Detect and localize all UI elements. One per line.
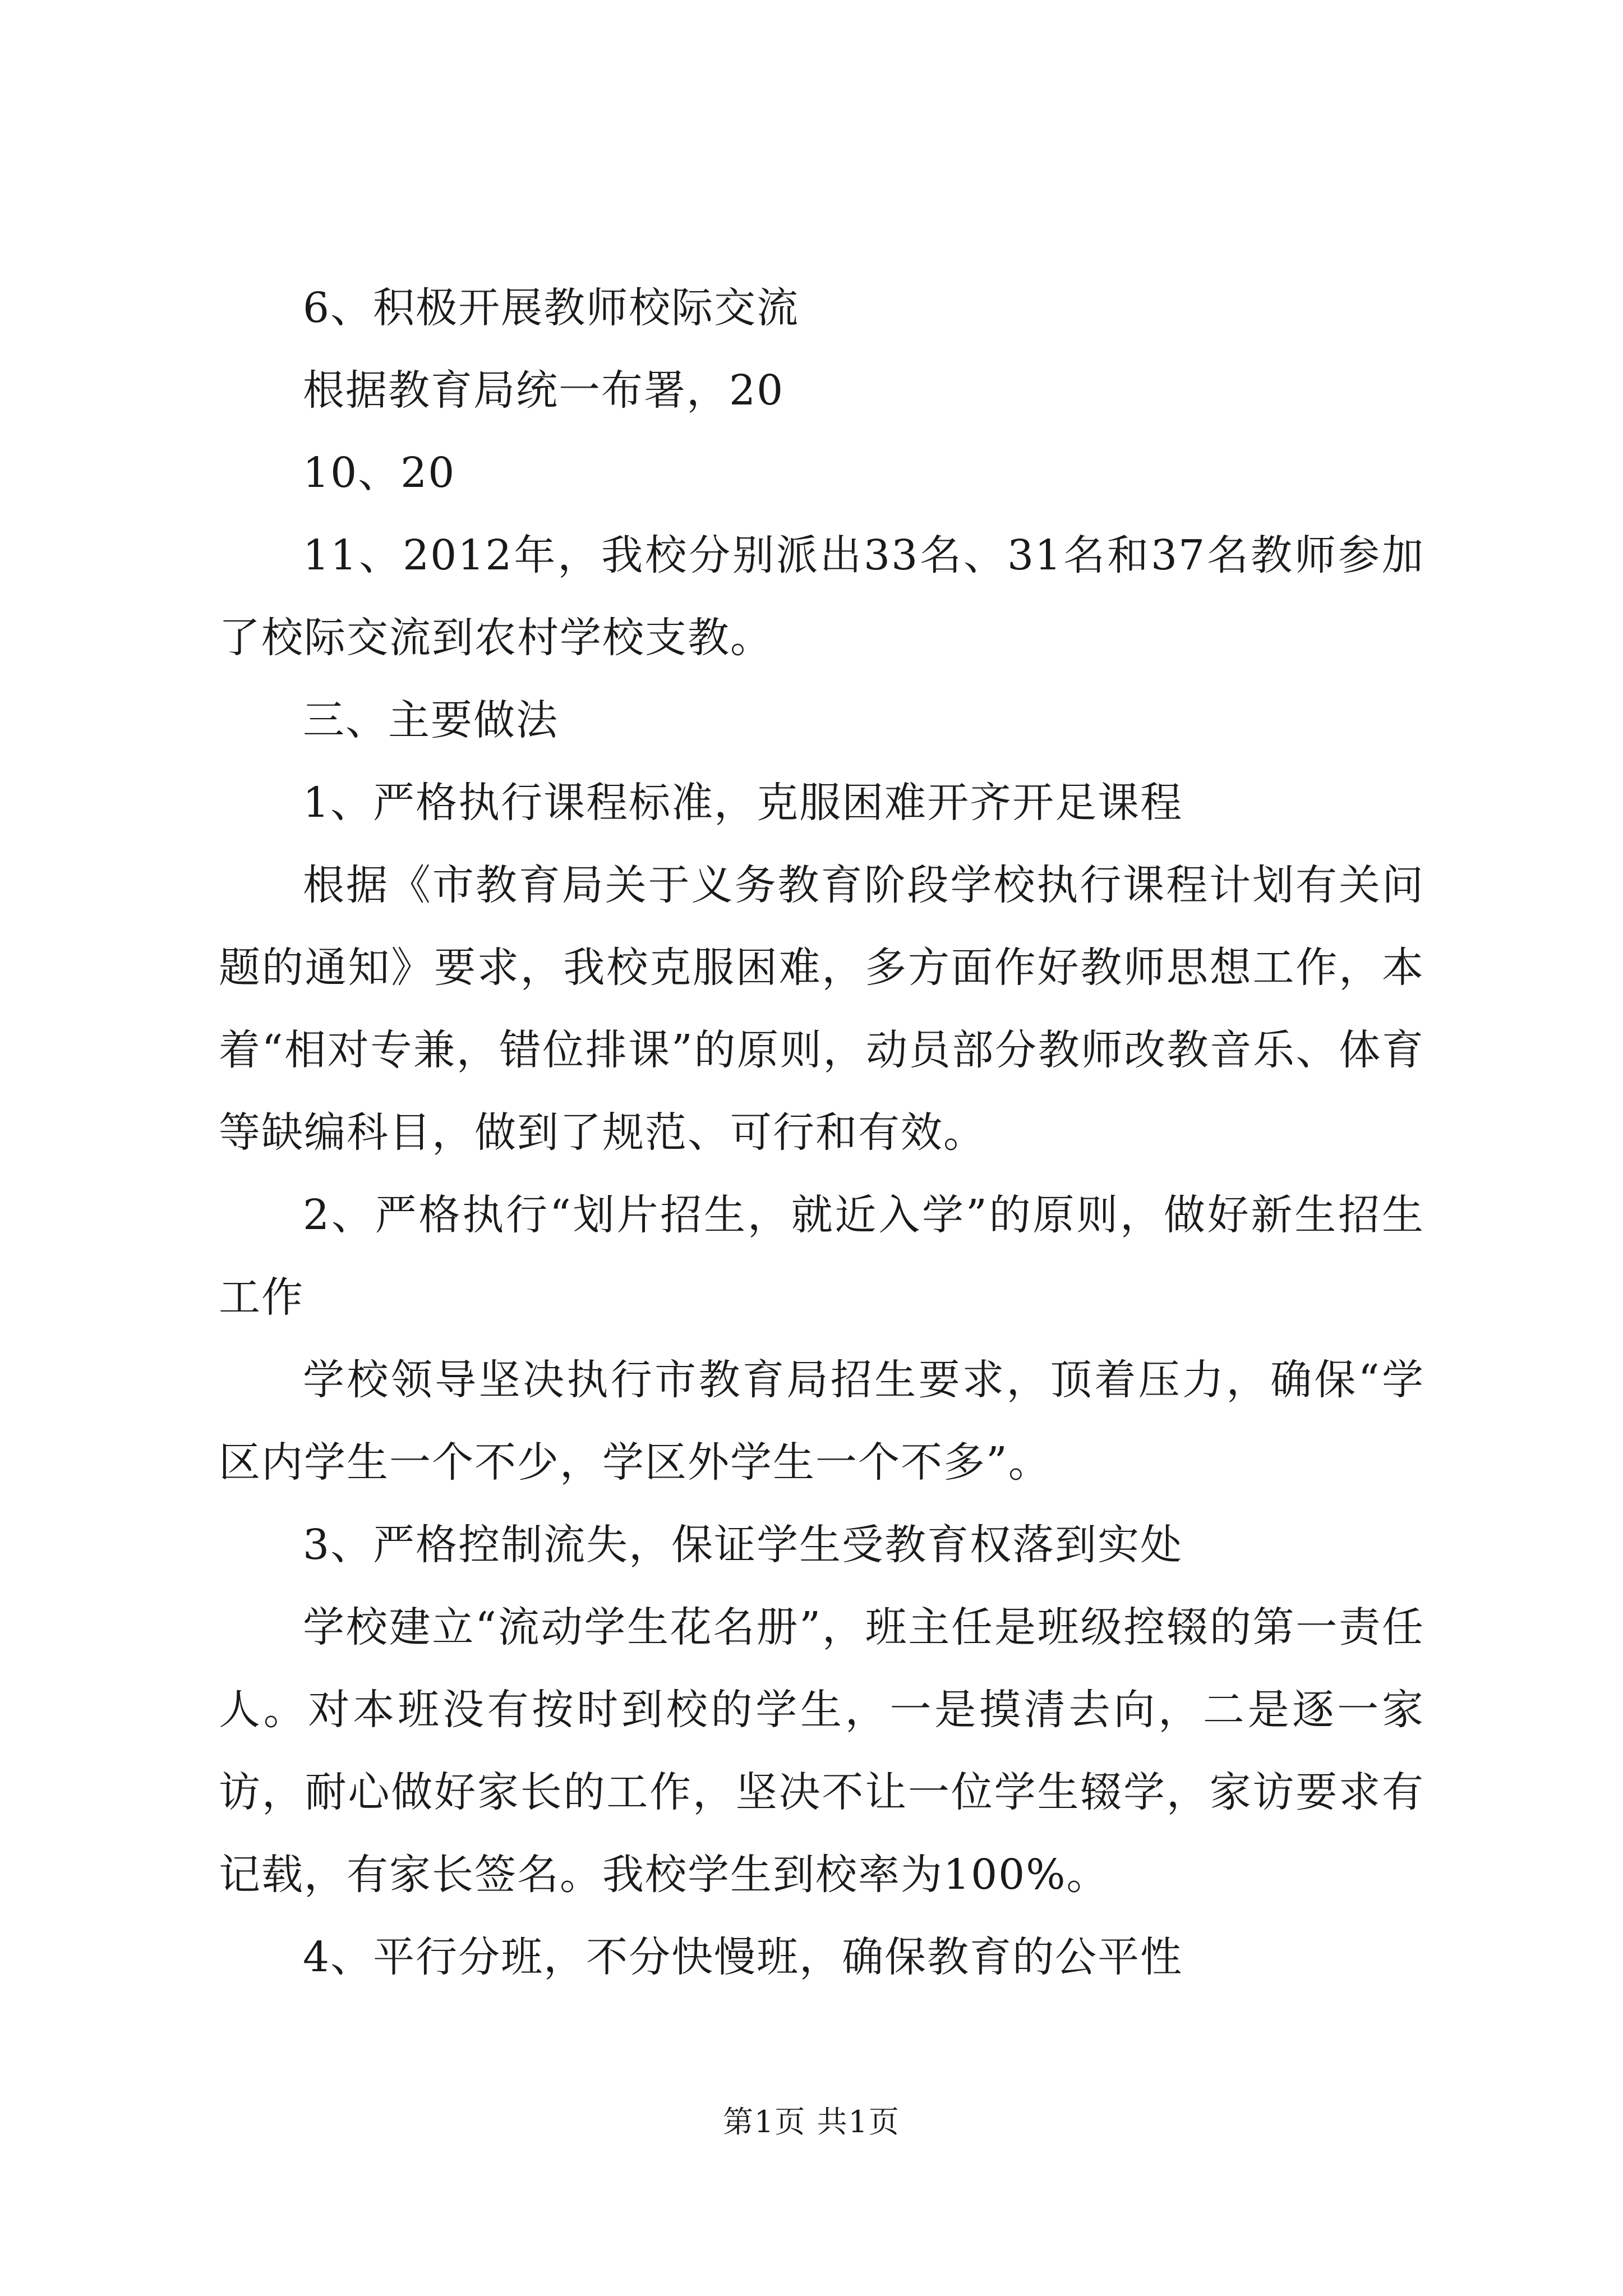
section-heading-teacher-exchange: 6、积极开展教师校际交流 [303,284,800,332]
document-body [219,267,1424,1999]
subheading-curriculum: 1、严格执行课程标准，克服困难开齐开足课程 [303,779,1183,827]
subheading-dropout-control: 3、严格控制流失，保证学生受教育权落到实处 [303,1521,1183,1569]
paragraph: 根据教育局统一布署，20 [303,366,785,415]
paragraph: 10、20 [303,449,456,497]
subheading-enrollment: 2、严格执行“划片招生，就近入学”的原则，做好新生招生工作 [219,1191,1424,1322]
paragraph: 根据《市教育局关于义务教育阶段学校执行课程计划有关问题的通知》要求，我校克服困难，多方面作好教师思想工作，本着“相对专兼，错位排课”的原则，动员部分教师改教音乐、体育等缺编科目，做到了规范、可行和有效。 [219,861,1424,1157]
paragraph: 学校建立“流动学生花名册”，班主任是班级控辍的第一责任人。对本班没有按时到校的学生，一是摸清去向，二是逐一家访，耐心做好家长的工作，坚决不让一位学生辍学，家访要求有记载，有家长签名。我校学生到校率为100%。 [219,1603,1424,1899]
section-heading-main-methods: 三、主要做法 [303,696,559,744]
paragraph: 11、2012年，我校分别派出33名、31名和37名教师参加了校际交流到农村学校支教。 [219,531,1424,662]
subheading-parallel-classes: 4、平行分班，不分快慢班，确保教育的公平性 [303,1933,1183,1981]
paragraph: 学校领导坚决执行市教育局招生要求，顶着压力，确保“学区内学生一个不少，学区外学生一个不多”。 [219,1356,1424,1487]
page-footer: 第1页 共1页 [723,2104,900,2139]
